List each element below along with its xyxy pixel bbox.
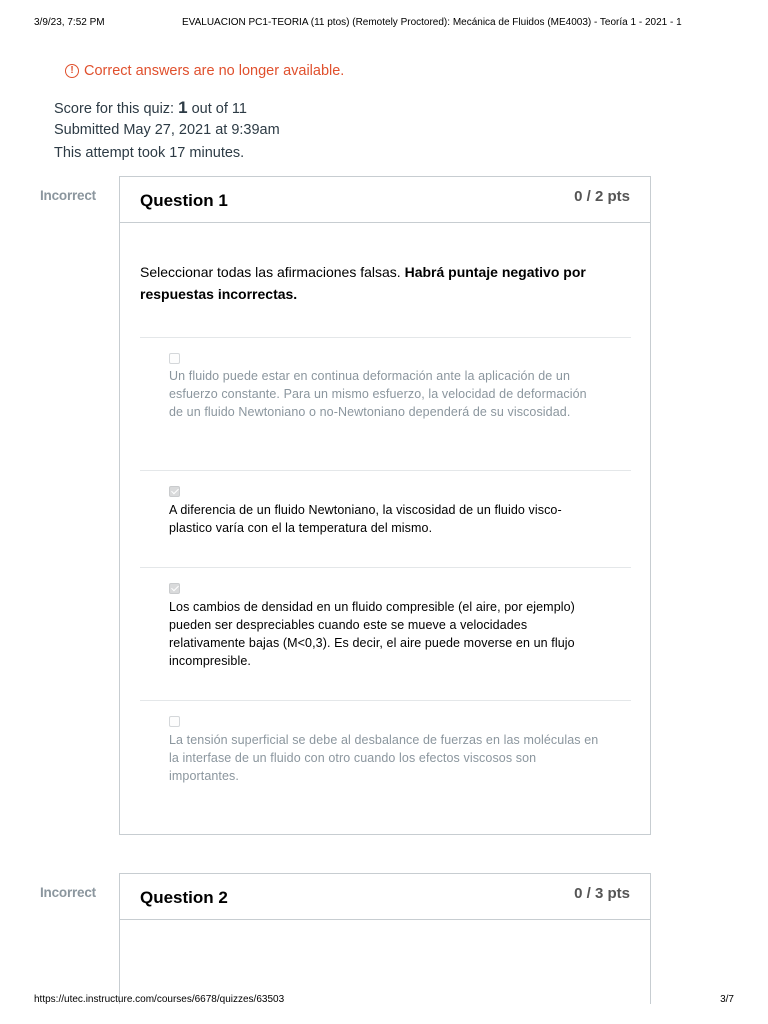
answer-option: [140, 567, 631, 701]
answer-option: [140, 337, 631, 471]
duration-line: This attempt took 17 minutes.: [54, 145, 245, 161]
question-2-status: Incorrect: [40, 885, 96, 900]
answer-option: [140, 470, 631, 568]
alert-circle-icon: !: [65, 64, 79, 78]
answers-unavailable-notice: [65, 63, 344, 79]
answer-1-checkbox[interactable]: [169, 353, 180, 364]
quiz-summary: [54, 96, 280, 165]
answer-option: [140, 700, 631, 821]
answer-1-text: Un fluido puede estar en continua deformación ante la aplicación de un esfuerzo constante. Para un mismo esfuerzo, la velocidad de deformación de un fluido Newtoniano o no-Newtoniano dependerá de su viscosidad.: [169, 369, 587, 419]
question-2-header: [120, 874, 650, 920]
question-2-points: 0 / 3 pts: [574, 885, 630, 902]
question-1-prompt-bold: Habrá puntaje negativo por respuestas incorrectas.: [140, 264, 586, 302]
question-1-status: Incorrect: [40, 188, 96, 203]
question-1-header: [120, 177, 650, 223]
answer-4-text: La tensión superficial se debe al desbalance de fuerzas en las moléculas en la interfase de un fluido con otro cuando los efectos viscosos son importantes.: [169, 733, 599, 783]
print-url: https://utec.instructure.com/courses/6678/quizzes/63503: [34, 994, 285, 1005]
question-2-title: Question 2: [140, 888, 228, 907]
question-1-prompt-text: Seleccionar todas las afirmaciones falsas.: [140, 264, 405, 280]
question-1-points: 0 / 2 pts: [574, 188, 630, 205]
print-datetime: 3/9/23, 7:52 PM: [34, 17, 105, 28]
print-page-number: 3/7: [720, 994, 734, 1005]
answer-4-checkbox[interactable]: [169, 716, 180, 727]
notice-text: Correct answers are no longer available.: [84, 63, 345, 79]
answer-2-text: A diferencia de un fluido Newtoniano, la viscosidad de un fluido visco-plastico varía con el la temperatura del mismo.: [169, 503, 562, 535]
answer-2-checkbox[interactable]: [169, 486, 180, 497]
print-footer: [34, 994, 734, 1005]
question-1-prompt: [140, 261, 630, 305]
answer-3-text: Los cambios de densidad en un fluido compresible (el aire, por ejemplo) pueden ser despreciables cuando este se mueve a velocidades relativamente bajas (M<0,3). Es decir, el aire puede moverse en un flujo incompresible.: [169, 600, 575, 668]
answer-3-checkbox[interactable]: [169, 583, 180, 594]
question-2-card: [119, 873, 651, 1004]
question-1-card: [119, 176, 651, 835]
score-value: 1: [178, 98, 188, 117]
question-1-title: Question 1: [140, 191, 228, 210]
score-prefix: Score for this quiz:: [54, 101, 179, 117]
score-line: [54, 96, 280, 119]
print-title: EVALUACION PC1-TEORIA (11 ptos) (Remotely Proctored): Mecánica de Fluidos (ME4003) - Teoría 1 - 2021 - 1: [182, 17, 682, 28]
submitted-line: Submitted May 27, 2021 at 9:39am: [54, 122, 280, 138]
score-suffix: out of 11: [187, 101, 247, 117]
print-header: [34, 17, 734, 28]
